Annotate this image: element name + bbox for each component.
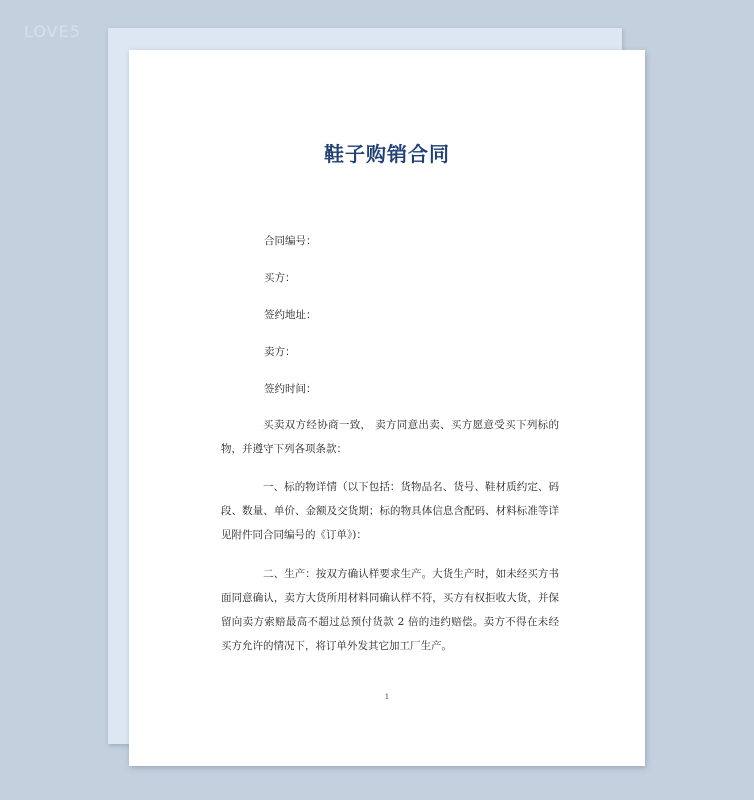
document-page [129,50,645,766]
paragraph-clause-1: 一、标的物详情（以下包括：货物品名、货号、鞋材质约定、码段、数量、单价、金额及交货期；标的物具体信息含配码、材料标准等详见附件同合同编号的《订单》)： [221,481,559,541]
page-number: 1 [384,693,390,701]
field-signing-time: 签约时间： [264,383,317,395]
watermark: LOVE5 [24,22,81,41]
paragraph-intro: 买卖双方经协商一致， 卖方同意出卖、买方愿意受买下列标的物，并遵守下列各项条款： [221,419,559,455]
field-buyer: 买方： [264,272,296,284]
document-title: 鞋子购销合同 [324,142,450,166]
paragraph-clause-2: 二、生产：按双方确认样要求生产。大货生产时，如未经买方书面同意确认，卖方大货所用材料同确认样不符，买方有权拒收大货，并保留向卖方索赔最高不超过总预付货款 2 倍的违约赔偿。卖方不得在未经买方允许的情况下，将订单外发其它加工厂生产。 [221,568,559,652]
field-contract-number: 合同编号： [264,235,317,247]
field-signing-address: 签约地址： [264,309,317,321]
field-seller: 卖方： [264,346,296,358]
